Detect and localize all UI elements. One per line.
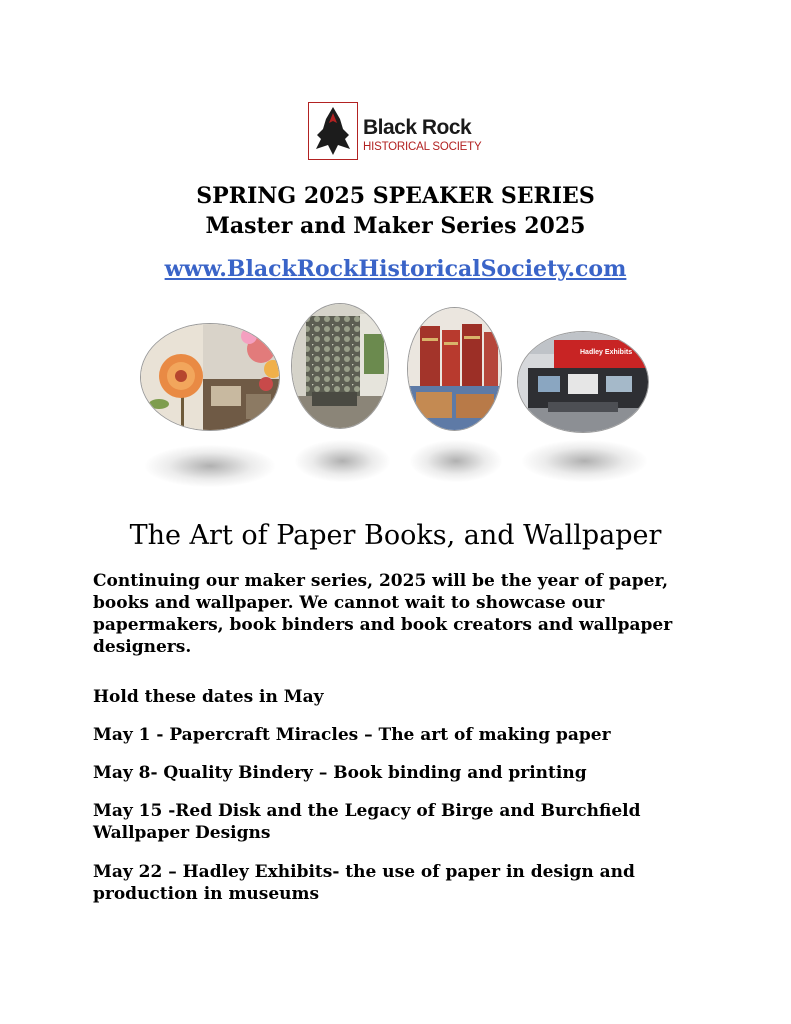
event-item: May 22 – Hadley Exhibits- the use of paper in design and production in museums bbox=[93, 862, 635, 904]
website-link[interactable]: www.BlackRockHistoricalSociety.com bbox=[164, 256, 627, 282]
series-heading: SPRING 2025 SPEAKER SERIES bbox=[196, 183, 595, 209]
article-title: The Art of Paper Books, and Wallpaper bbox=[129, 520, 662, 551]
series-subheading: Master and Maker Series 2025 bbox=[205, 213, 586, 239]
bound-books-photo bbox=[407, 307, 502, 431]
bound-books-shadow bbox=[410, 440, 502, 482]
logo-mark bbox=[308, 102, 358, 160]
paper-flowers-shadow bbox=[145, 445, 275, 487]
paper-flowers-photo bbox=[140, 323, 280, 431]
event-item: May 8- Quality Bindery – Book binding and printing bbox=[93, 763, 587, 783]
logo-name: Black Rock bbox=[363, 116, 472, 139]
event-item: May 15 -Red Disk and the Legacy of Birge and Burchfield Wallpaper Designs bbox=[93, 801, 641, 843]
wallpaper-room-shadow bbox=[295, 440, 390, 482]
arrowhead-icon bbox=[312, 105, 354, 157]
society-logo bbox=[308, 102, 488, 162]
exhibit-booth-photo bbox=[517, 331, 649, 433]
wallpaper-room-photo bbox=[291, 303, 389, 429]
exhibit-booth-shadow bbox=[522, 440, 647, 482]
exhibit-sign-text: Hadley Exhibits bbox=[580, 349, 633, 356]
event-item: May 1 - Papercraft Miracles – The art of making paper bbox=[93, 725, 611, 745]
logo-subtitle: HISTORICAL SOCIETY bbox=[363, 141, 482, 153]
dates-heading: Hold these dates in May bbox=[93, 687, 324, 707]
intro-paragraph: Continuing our maker series, 2025 will be the year of paper, books and wallpaper. We cannot wait to showcase our papermakers, book binders and book creators and wallpaper designers. bbox=[93, 571, 673, 657]
